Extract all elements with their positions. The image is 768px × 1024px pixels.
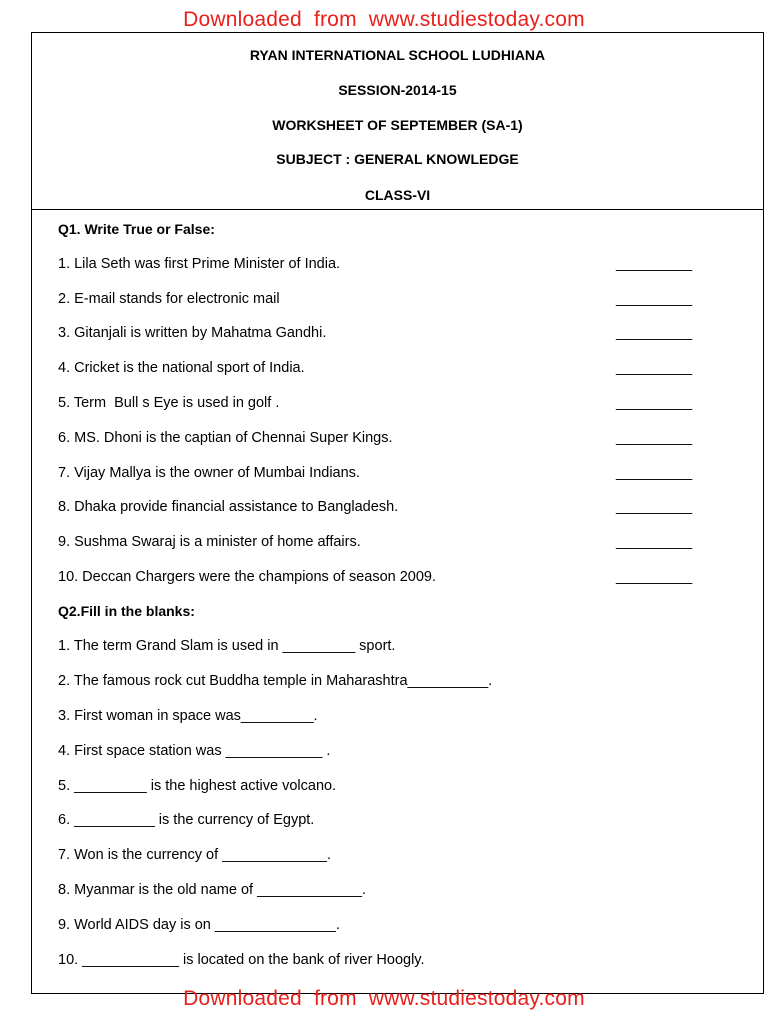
q1-item-2: 2. E-mail stands for electronic mail [58,291,280,307]
q1-item-1: 1. Lila Seth was first Prime Minister of India. [58,256,341,272]
q1-answer-blank-5: __________ [616,395,692,411]
q1-item-6: 6. MS. Dhoni is the captian of Chennai Super Kings. [58,430,393,446]
class: CLASS-VI [364,187,431,203]
q1-item-9: 9. Sushma Swaraj is a minister of home affairs. [58,534,361,550]
q1-answer-blank-9: __________ [616,534,692,550]
q1-item-7: 7. Vijay Mallya is the owner of Mumbai Indians. [58,465,360,481]
q2-item-10: 10. ____________ is located on the bank of river Hoogly. [58,952,425,968]
q2-item-8: 8. Myanmar is the old name of _____________. [58,882,366,898]
q1-answer-blank-1: __________ [616,256,692,272]
q1-title: Q1. Write True or False: [58,221,215,237]
q1-answer-blank-4: __________ [616,360,692,376]
q1-answer-blank-8: __________ [616,499,692,515]
q1-item-10: 10. Deccan Chargers were the champions of season 2009. [58,569,437,585]
worksheet [31,32,764,994]
worksheet-header [32,33,763,210]
q2-title: Q2.Fill in the blanks: [58,603,195,619]
q1-answer-blank-6: __________ [616,430,692,446]
q1-item-3: 3. Gitanjali is written by Mahatma Gandhi. [58,325,327,341]
worksheet-title: WORKSHEET OF SEPTEMBER (SA-1) [272,117,523,133]
q1-answer-blank-3: __________ [616,325,692,341]
q1-item-4: 4. Cricket is the national sport of India. [58,360,305,376]
q1-item-8: 8. Dhaka provide financial assistance to Bangladesh. [58,499,399,515]
q2-item-7: 7. Won is the currency of _____________. [58,847,332,863]
session: SESSION-2014-15 [338,82,457,98]
q2-item-3: 3. First woman in space was_________. [58,708,318,724]
subject: SUBJECT : GENERAL KNOWLEDGE [276,151,519,167]
q2-item-2: 2. The famous rock cut Buddha temple in Maharashtra__________. [58,673,493,689]
q1-answer-blank-2: __________ [616,291,692,307]
q2-item-4: 4. First space station was ____________ . [58,743,331,759]
q1-item-5: 5. Term Bull s Eye is used in golf . [58,395,280,411]
q1-answer-blank-10: __________ [616,569,692,585]
q2-item-5: 5. _________ is the highest active volcano. [58,778,337,794]
school-name: RYAN INTERNATIONAL SCHOOL LUDHIANA [249,47,546,63]
q2-item-6: 6. __________ is the currency of Egypt. [58,812,315,828]
watermark-bottom: Downloaded from www.studiestoday.com [183,987,585,1010]
q2-item-1: 1. The term Grand Slam is used in _________ sport. [58,638,396,654]
q2-item-9: 9. World AIDS day is on _______________. [58,917,340,933]
q1-answer-blank-7: __________ [616,465,692,481]
watermark-top: Downloaded from www.studiestoday.com [183,8,585,31]
